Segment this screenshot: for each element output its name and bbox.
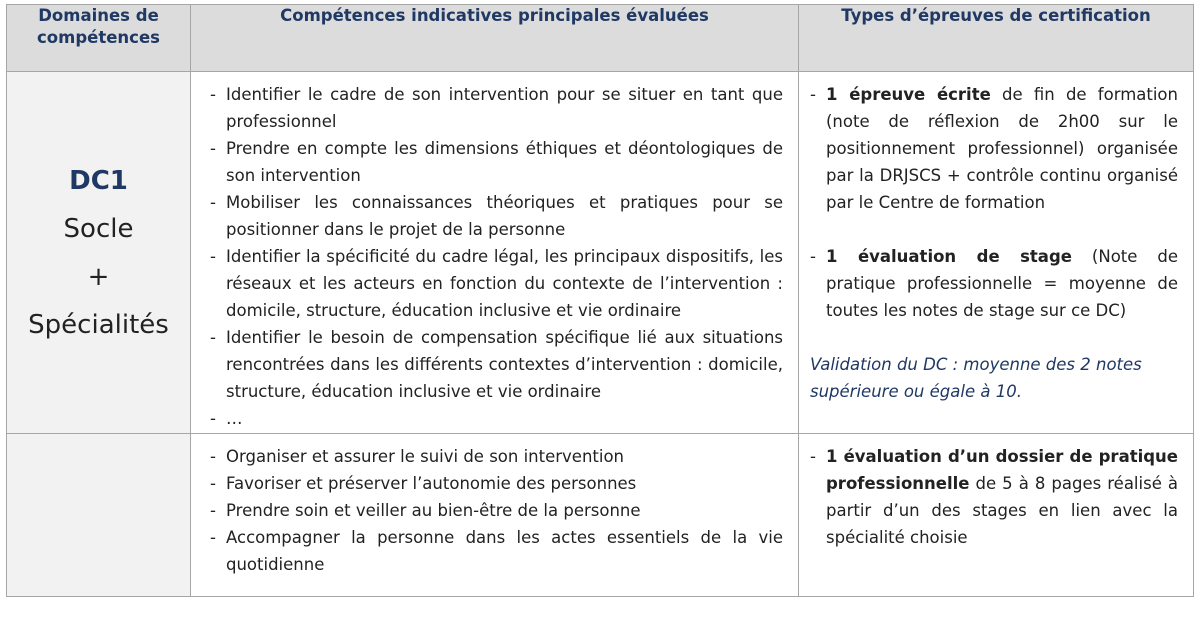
validation-note: Validation du DC : moyenne des 2 notes supérieure ou égale à 10. — [810, 355, 1142, 401]
list-item: - Mobiliser les connaissances théoriques et pratiques pour se positionner dans le projet de la personne — [210, 189, 783, 243]
competences-cell-dc1 — [191, 72, 799, 434]
list-item: - Favoriser et préserver l’autonomie des personnes — [210, 470, 783, 497]
evaluation-stage-title: 1 évaluation de stage — [826, 247, 1072, 266]
competences-list-dc1 — [192, 73, 797, 432]
list-item: - … — [210, 405, 783, 432]
epreuve-ecrite-text: de fin de formation (note de réflexion de 2h00 sur le positionnement professionnel) organisée par la DRJSCS + contrôle continu organisé par le Centre de formation — [826, 85, 1178, 212]
header-epreuves: Types d’épreuves de certification — [799, 5, 1194, 72]
competence-table — [6, 4, 1194, 597]
domain-code: DC1 — [69, 165, 128, 196]
domain-cell-dc1 — [7, 72, 191, 434]
list-item: - Identifier la spécificité du cadre légal, les principaux dispositifs, les réseaux et les acteurs en fonction du contexte de l’intervention : domicile, structure, éducation inclusive et vie ordinaire — [210, 243, 783, 324]
list-item: - Accompagner la personne dans les actes essentiels de la vie quotidienne — [210, 524, 783, 578]
list-item: - Organiser et assurer le suivi de son intervention — [210, 443, 783, 470]
table-row-dc1 — [7, 72, 1194, 434]
domain-cell-dc2 — [7, 434, 191, 597]
evaluation-stage-text: (Note de pratique professionnelle = moyenne de toutes les notes de stage sur ce DC) — [826, 247, 1178, 320]
evaluation-dossier-title: 1 évaluation d’un dossier de pratique professionnelle — [826, 447, 1178, 493]
epreuves-cell-dc1 — [799, 72, 1194, 434]
header-domaines: Domaines de compétences — [7, 5, 191, 72]
epreuve-ecrite-title: 1 épreuve écrite — [826, 85, 991, 104]
domain-line-specialites: Spécialités — [28, 309, 169, 340]
evaluation-stage — [810, 243, 1178, 324]
domain-line-socle: Socle — [63, 213, 134, 244]
list-item: - Identifier le cadre de son intervention pour se situer en tant que professionnel — [210, 81, 783, 135]
competences-list-dc2 — [192, 435, 797, 578]
list-item: - Identifier le besoin de compensation spécifique lié aux situations rencontrées dans les différents contextes d’intervention : domicile, structure, éducation inclusive et vie ordinaire — [210, 324, 783, 405]
evaluation-dossier-text: de 5 à 8 pages réalisé à partir d’un des stages en lien avec la spécialité choisie — [826, 474, 1178, 547]
domain-line-plus: + — [87, 261, 110, 292]
table-header-row — [7, 5, 1194, 72]
table-row-dc2 — [7, 434, 1194, 597]
epreuve-ecrite — [810, 81, 1178, 216]
header-competences: Compétences indicatives principales évaluées — [191, 5, 799, 72]
evaluation-dossier — [810, 443, 1178, 551]
list-item: - Prendre en compte les dimensions éthiques et déontologiques de son intervention — [210, 135, 783, 189]
competences-cell-dc2 — [191, 434, 799, 597]
list-item: - Prendre soin et veiller au bien-être de la personne — [210, 497, 783, 524]
epreuves-cell-dc2 — [799, 434, 1194, 597]
